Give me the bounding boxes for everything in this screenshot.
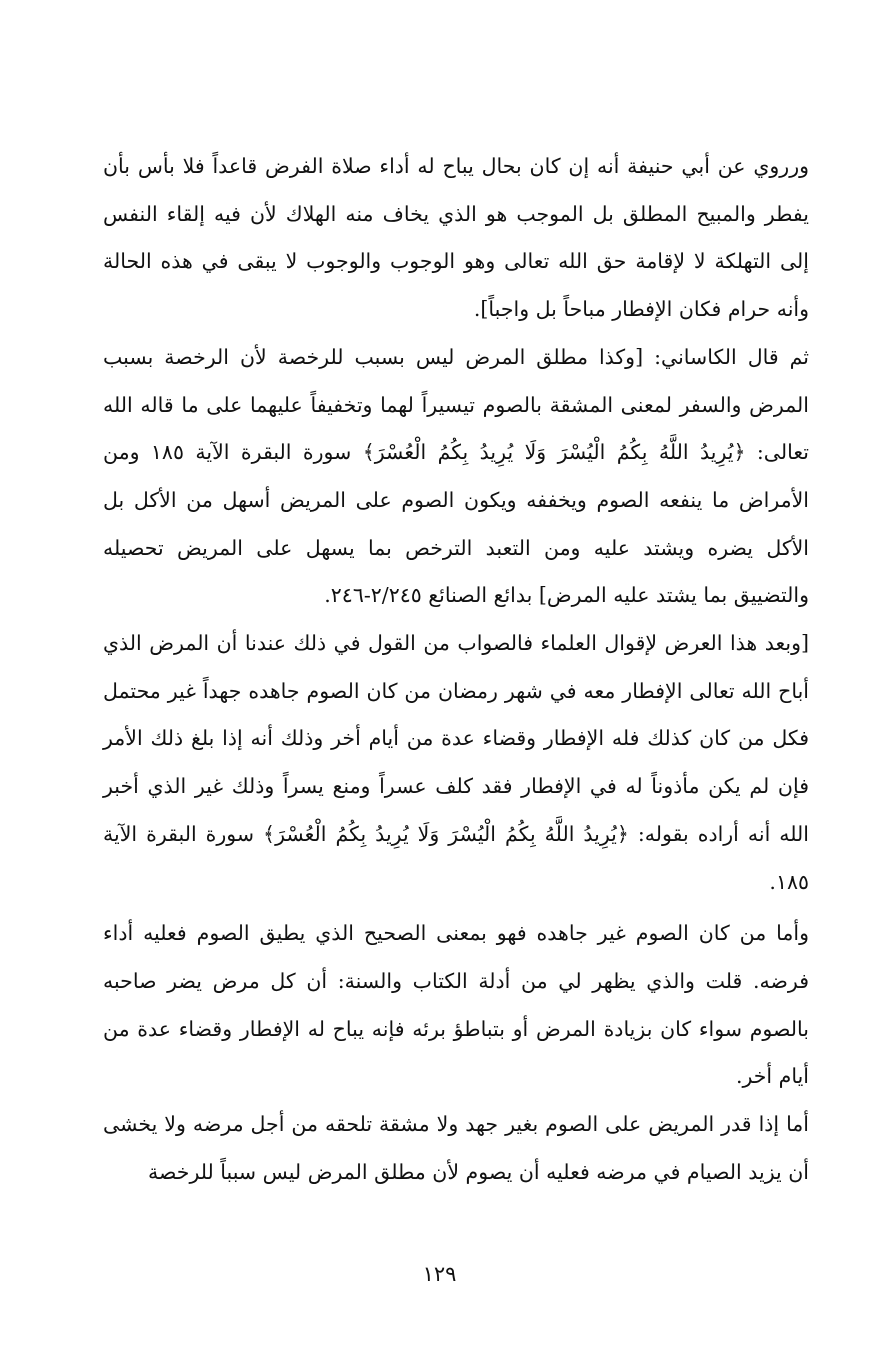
body-text: [103, 143, 809, 1196]
paragraph-4: وأما من كان الصوم غير جاهده فهو بمعنى الصحيح الذي يطيق الصوم فعليه أداء فرضه. قلت والذي يظهر لي من أدلة الكتاب والسنة: أن كل مرض يضر صاحبه بالصوم سواء كان بزيادة المرض أو بتباطؤ برئه فإنه يباح له الإفطار وقضاء عدة من أيام أخر.: [103, 921, 809, 1089]
paragraph-3: [وبعد هذا العرض لإقوال العلماء فالصواب من القول في ذلك عندنا أن المرض الذي أباح الله تعالى الإفطار معه في شهر رمضان من كان الصوم جاهده جهداً غير محتمل فكل من كان كذلك فله الإفطار وقضاء عدة من أيام أخر وذلك أنه إذا بلغ ذلك الأمر فإن لم يكن مأذوناً له في الإفطار فقد كلف عسراً ومنع يسراً وذلك غير الذي أخبر الله أنه أراده بقوله: ﴿يُرِيدُ اللَّهُ بِكُمُ الْيُسْرَ وَلَا يُرِيدُ بِكُمُ الْعُسْرَ﴾ سورة البقرة الآية ١٨٥.: [103, 631, 809, 894]
page-number: ١٢٩: [422, 1262, 457, 1286]
paragraph-2: ثم قال الكاساني: [وكذا مطلق المرض ليس بسبب للرخصة لأن الرخصة بسبب المرض والسفر لمعنى المشقة بالصوم تيسيراً لهما وتخفيفاً عليهما على ما قاله الله تعالى: ﴿يُرِيدُ اللَّهُ بِكُمُ الْيُسْرَ وَلَا يُرِيدُ بِكُمُ الْعُسْرَ﴾ سورة البقرة الآية ١٨٥ ومن الأمراض ما ينفعه الصوم ويخففه ويكون الصوم على المريض أسهل من الأكل بل الأكل يضره ويشتد عليه ومن التعبد الترخص بما يسهل على المريض تحصيله والتضييق بما يشتد عليه المرض] بدائع الصنائع ٢/٢٤٥-٢٤٦.: [103, 344, 809, 608]
paragraph-5: أما إذا قدر المريض على الصوم بغير جهد ولا مشقة تلحقه من أجل مرضه ولا يخشى أن يزيد الصيام في مرضه فعليه أن يصوم لأن مطلق المرض ليس سبباً للرخصة: [103, 1112, 809, 1184]
paragraph-1: ورروي عن أبي حنيفة أنه إن كان بحال يباح له أداء صلاة الفرض قاعداً فلا بأس بأن يفطر والمبيح المطلق بل الموجب هو الذي يخاف منه الهلاك لأن فيه إلقاء النفس إلى التهلكة لا لإقامة حق الله تعالى وهو الوجوب والوجوب لا يبقى في هذه الحالة وأنه حرام فكان الإفطار مباحاً بل واجباً].: [103, 154, 809, 322]
